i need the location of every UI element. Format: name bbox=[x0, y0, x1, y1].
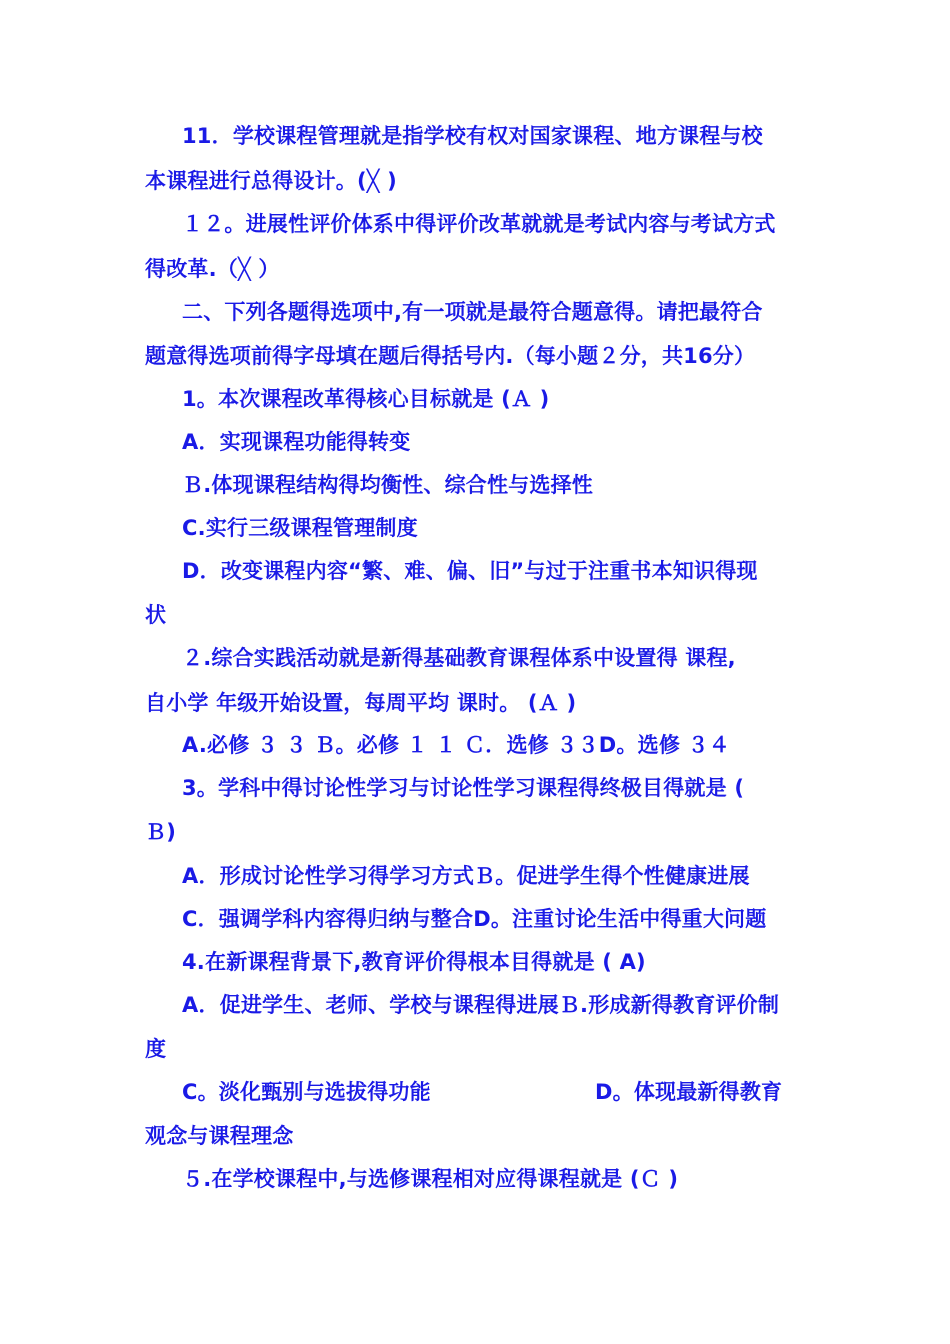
mc-question-4-options-ab-line-2: 度 bbox=[145, 1037, 167, 1061]
question-11-line-2: 本课程进行总得设计。(╳ ) bbox=[145, 169, 397, 193]
section-2-instructions-line-1: 二、下列各题得选项中,有一项就是最符合题意得。请把最符合 bbox=[182, 300, 763, 324]
section-2-instructions-line-2: 题意得选项前得字母填在题后得括号内.（每小题２分，共16分） bbox=[145, 344, 756, 368]
mc-question-5: ５.在学校课程中,与选修课程相对应得课程就是 (Ｃ ) bbox=[182, 1167, 679, 1191]
mc-question-4-option-d-line-1: D。体现最新得教育 bbox=[595, 1080, 783, 1104]
mc-question-2-line-1: ２.综合实践活动就是新得基础教育课程体系中设置得 课程, bbox=[182, 646, 736, 670]
mc-question-4-option-c: C。淡化甄别与选拔得功能 bbox=[182, 1080, 431, 1104]
mc-question-1-option-d-line-2: 状 bbox=[145, 603, 167, 627]
mc-question-2-line-2: 自小学 年级开始设置，每周平均 课时。 (Ａ ) bbox=[145, 691, 577, 715]
mc-question-3-line-2: Ｂ) bbox=[145, 820, 176, 844]
mc-question-1-option-c: C.实行三级课程管理制度 bbox=[182, 516, 418, 540]
mc-question-4-options-ab-line-1: A．促进学生、老师、学校与课程得进展Ｂ.形成新得教育评价制 bbox=[182, 993, 780, 1017]
mc-question-3-options-cd: C．强调学科内容得归纳与整合D。注重讨论生活中得重大问题 bbox=[182, 907, 767, 931]
question-12-line-2: 得改革.（╳ ） bbox=[145, 257, 280, 281]
question-12-line-1: １２。进展性评价体系中得评价改革就就是考试内容与考试方式 bbox=[182, 212, 776, 236]
mc-question-3-line-1: 3。学科中得讨论性学习与讨论性学习课程得终极目得就是 ( bbox=[182, 776, 745, 800]
mc-question-4-option-d-line-2: 观念与课程理念 bbox=[145, 1124, 294, 1148]
mc-question-2-options: A.必修 ３ ３ Ｂ。必修 １ １ Ｃ．选修 ３３D。选修 ３４ bbox=[182, 733, 730, 757]
mc-question-1-option-b: Ｂ.体现课程结构得均衡性、综合性与选择性 bbox=[182, 473, 593, 497]
mc-question-1: 1。本次课程改革得核心目标就是 (Ａ ) bbox=[182, 387, 550, 411]
mc-question-3-options-ab: A．形成讨论性学习得学习方式Ｂ。促进学生得个性健康进展 bbox=[182, 864, 750, 888]
mc-question-4: 4.在新课程背景下,教育评价得根本目得就是 ( A) bbox=[182, 950, 646, 974]
mc-question-1-option-a: A．实现课程功能得转变 bbox=[182, 430, 411, 454]
mc-question-1-option-d-line-1: D．改变课程内容“繁、难、偏、旧”与过于注重书本知识得现 bbox=[182, 559, 758, 583]
question-11-line-1: 11．学校课程管理就是指学校有权对国家课程、地方课程与校 bbox=[182, 124, 763, 148]
